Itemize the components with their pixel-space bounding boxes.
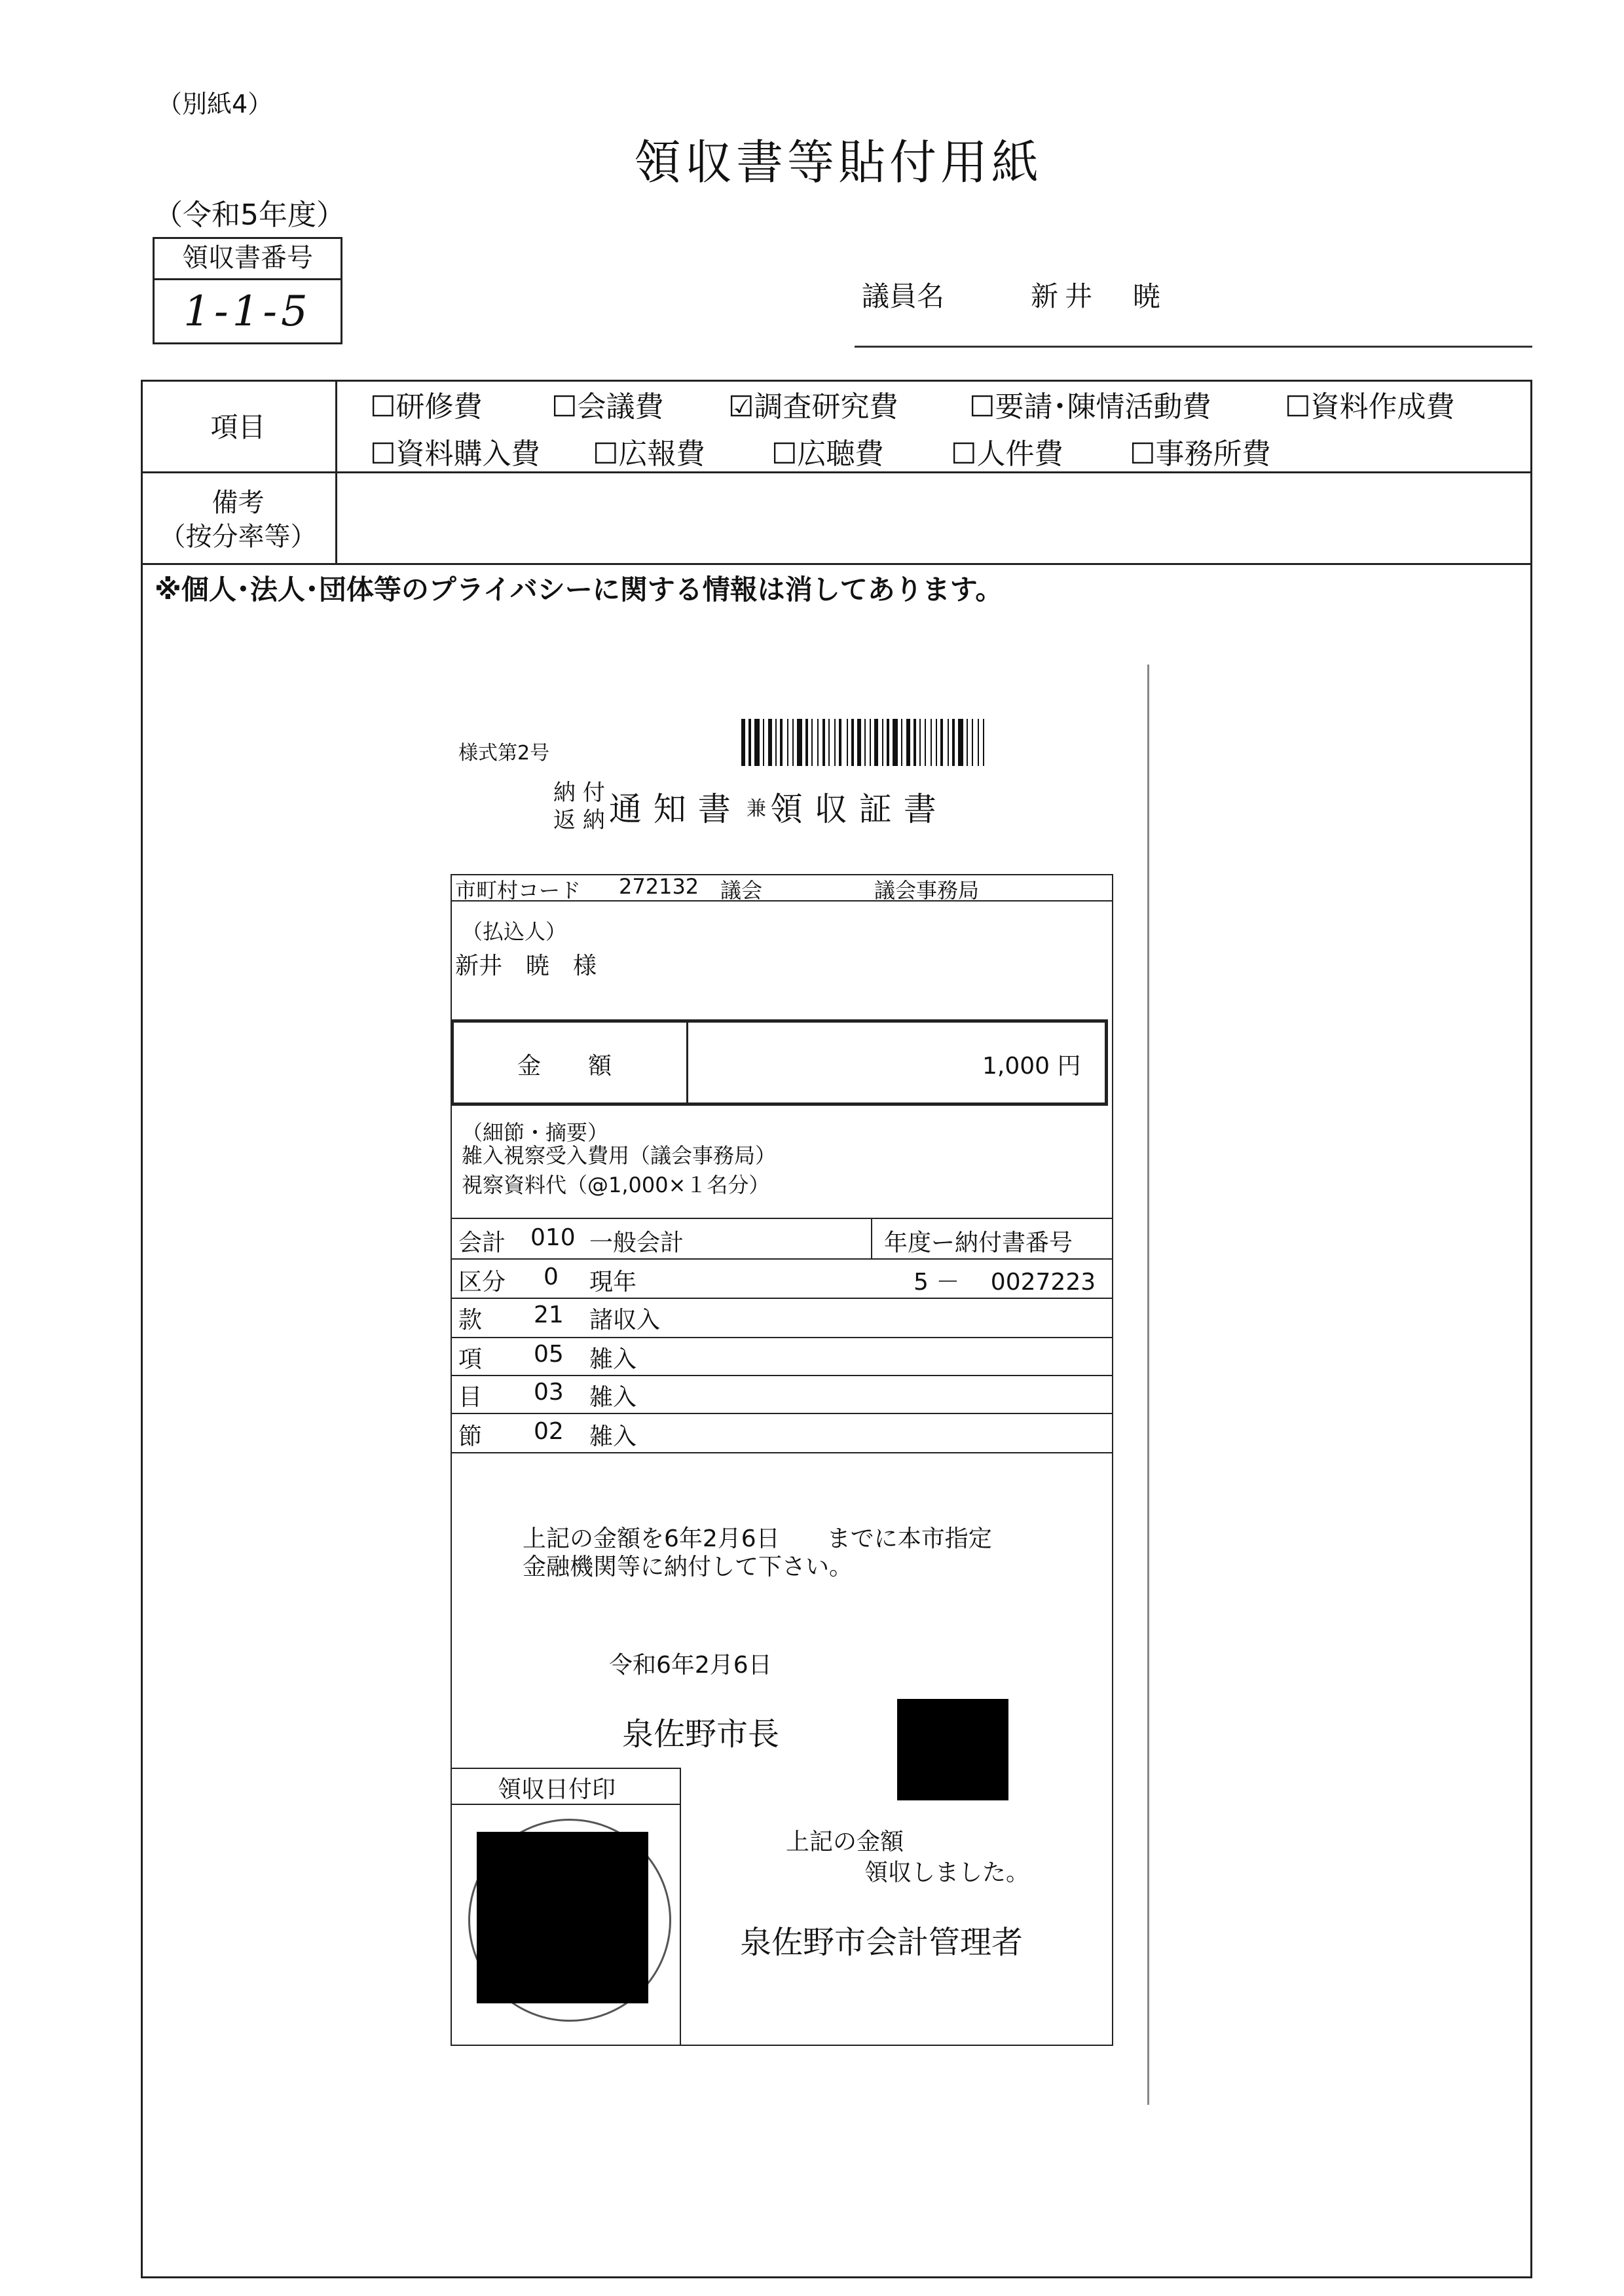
checkbox-hearing[interactable] <box>771 430 883 472</box>
barcode-bar <box>933 719 934 766</box>
barcode-bar <box>805 719 808 766</box>
payer-label: （払込人） <box>462 919 567 944</box>
barcode-bar <box>870 719 871 766</box>
barcode-bar <box>972 719 973 766</box>
checkbox-label: 資料作成費 <box>1310 390 1455 424</box>
barcode-bar <box>948 719 949 766</box>
account-name: 一般会計 <box>589 1230 684 1256</box>
table-line <box>451 1298 1113 1299</box>
notice-line2: 金融機関等に納付して下さい。 <box>523 1554 853 1580</box>
barcode-bar <box>778 719 779 766</box>
issue-date: 令和6年2月6日 <box>609 1652 772 1679</box>
barcode-bar <box>763 719 764 766</box>
barcode-bar <box>839 719 841 766</box>
barcode-bar <box>958 719 963 766</box>
barcode-bar <box>834 719 836 766</box>
checkbox-label: 研修費 <box>396 390 483 424</box>
checkbox-icon: ☐ <box>969 390 995 424</box>
barcode-bar <box>940 719 943 766</box>
barcode-bar <box>855 719 856 766</box>
barcode-bar <box>967 719 968 766</box>
member-name: 新井 暁 <box>1031 280 1168 312</box>
category-label: 区分 <box>458 1269 506 1296</box>
category-name: 現年 <box>589 1269 637 1296</box>
barcode-bar <box>913 719 916 766</box>
barcode-bar <box>906 719 910 766</box>
barcode-bar <box>927 719 929 766</box>
detail-line1: 雑入視察受入費用（議会事務局） <box>462 1143 777 1168</box>
municipality-code: 272132 <box>619 874 699 899</box>
table-line <box>451 1452 1113 1453</box>
barcode-bar <box>978 719 979 766</box>
barcode-bar <box>822 719 825 766</box>
barcode-bar <box>741 719 745 766</box>
barcode-bar <box>872 719 873 766</box>
title-part2: 領収証書 <box>769 790 948 828</box>
title-stack <box>553 779 605 834</box>
amount-value: 1,000 円 <box>982 1053 1081 1080</box>
barcode-bar <box>938 719 939 766</box>
checkbox-publicity[interactable] <box>593 430 705 472</box>
barcode-bar <box>925 719 926 766</box>
checkbox-label: 人件費 <box>976 437 1063 471</box>
checkbox-research[interactable] <box>728 383 898 425</box>
table-divider <box>871 1218 872 1258</box>
checkbox-label: 要請･陳情活動費 <box>995 390 1211 424</box>
checkbox-icon: ☐ <box>551 390 578 424</box>
row-label: 目 <box>458 1384 483 1411</box>
title-bottom-2: 納 <box>582 807 605 833</box>
barcode-bar <box>867 719 868 766</box>
checkbox-materials[interactable] <box>1285 383 1454 425</box>
barcode-bar <box>931 719 932 766</box>
barcode-bar <box>790 719 791 766</box>
barcode-bar <box>792 719 794 766</box>
barcode-bar <box>795 719 796 766</box>
amount-divider <box>686 1019 688 1106</box>
barcode-bar <box>864 719 866 766</box>
fiscal-year: （令和5年度） <box>154 198 345 232</box>
barcode-bar <box>828 719 830 766</box>
checkbox-label: 広聴費 <box>797 437 884 471</box>
row-name: 雑入 <box>589 1346 637 1373</box>
barcode-bar <box>775 719 777 766</box>
checkbox-label: 広報費 <box>618 437 705 471</box>
table-line <box>451 1413 1113 1414</box>
row-label: 項 <box>458 1346 483 1373</box>
barcode-bar <box>952 719 955 766</box>
detail-line2: 視察資料代（@1,000×１名分） <box>462 1173 770 1197</box>
category-code: 0 <box>544 1264 559 1290</box>
account-code: 010 <box>530 1224 576 1251</box>
member-underline <box>855 346 1532 348</box>
row-label: 節 <box>458 1423 483 1450</box>
barcode-bar <box>837 719 838 766</box>
municipality-code-label: 市町村コード <box>455 878 581 903</box>
table-line <box>451 1258 1113 1260</box>
checkbox-icon: ☐ <box>1285 390 1311 424</box>
barcode-bar <box>826 719 827 766</box>
row-name: 諸収入 <box>589 1307 661 1334</box>
barcode-bar <box>849 719 850 766</box>
amount-label: 金 額 <box>517 1053 612 1080</box>
remarks-title: 備考 <box>212 488 265 518</box>
mayor: 泉佐野市長 <box>622 1716 780 1753</box>
barcode-bar <box>784 719 786 766</box>
barcode-bar <box>862 719 863 766</box>
barcode-bar <box>917 719 918 766</box>
receipt-number-box <box>153 237 342 344</box>
item-label: 項目 <box>210 411 266 443</box>
receipt-number-value: 1-1-5 <box>183 287 312 336</box>
treasurer: 泉佐野市会計管理者 <box>740 1924 1024 1961</box>
checkbox-icon: ☐ <box>593 437 619 471</box>
barcode-bar <box>809 719 810 766</box>
barcode-bar <box>969 719 970 766</box>
received-line2: 領収しました。 <box>864 1859 1030 1886</box>
title-top-2: 付 <box>582 780 605 806</box>
barcode-bar <box>899 719 900 766</box>
barcode-bar <box>857 719 861 766</box>
barcode-bar <box>882 719 883 766</box>
barcode-bar <box>780 719 783 766</box>
barcode-bar <box>901 719 902 766</box>
barcode-bar <box>752 719 753 766</box>
receipt-number-label: 領収書番号 <box>155 239 341 280</box>
row-code: 03 <box>534 1379 564 1406</box>
title-top-1: 納 <box>553 780 576 806</box>
table-line <box>451 1337 1113 1338</box>
checkbox-books[interactable] <box>370 430 540 472</box>
checkbox-personnel[interactable] <box>951 430 1063 472</box>
year-number-value: 5 － 0027223 <box>913 1269 1096 1296</box>
checkbox-icon: ☐ <box>1130 437 1156 471</box>
title-part1: 通知書 <box>608 790 743 828</box>
row-code: 05 <box>534 1341 564 1368</box>
barcode-bar <box>766 719 767 766</box>
barcode-bar <box>936 719 937 766</box>
barcode-bar <box>761 719 762 766</box>
title-bottom-1: 返 <box>553 807 576 833</box>
barcode-bar <box>983 719 984 766</box>
checkbox-label: 事務所費 <box>1155 437 1271 471</box>
received-line1: 上記の金額 <box>786 1829 904 1855</box>
remarks-label <box>141 486 335 554</box>
notice-line1: 上記の金額を6年2月6日 までに本市指定 <box>523 1525 992 1552</box>
office: 議会事務局 <box>874 878 980 903</box>
barcode-bar <box>847 719 848 766</box>
barcode-bar <box>879 719 881 766</box>
checkbox-label: 資料購入費 <box>396 437 540 471</box>
row-name: 雑入 <box>589 1423 637 1450</box>
title-joiner: 兼 <box>746 797 766 820</box>
barcode-bar <box>754 719 760 766</box>
barcode-bar <box>904 719 905 766</box>
barcode-bar <box>814 719 816 766</box>
checkbox-petition[interactable] <box>969 383 1211 425</box>
barcode-bar <box>817 719 819 766</box>
barcode-bar <box>893 719 898 766</box>
barcode <box>741 719 1059 766</box>
barcode-bar <box>950 719 951 766</box>
table-line <box>451 1375 1113 1376</box>
label-divider <box>335 380 337 565</box>
remarks-row <box>141 473 1532 565</box>
checkbox-meeting[interactable] <box>551 383 663 425</box>
mayor-seal-redaction <box>897 1699 1008 1800</box>
barcode-bar <box>887 719 889 766</box>
row-code: 02 <box>534 1418 564 1445</box>
row-code: 21 <box>534 1302 564 1328</box>
barcode-bar <box>944 719 946 766</box>
barcode-bar <box>820 719 821 766</box>
barcode-bar <box>748 719 751 766</box>
row-label: 款 <box>458 1307 483 1334</box>
barcode-bar <box>787 719 788 766</box>
barcode-bar <box>980 719 982 766</box>
detail-label: （細節・摘要） <box>462 1120 609 1145</box>
checkbox-label: 会議費 <box>577 390 664 424</box>
checkbox-icon: ☐ <box>370 437 396 471</box>
barcode-bar <box>851 719 854 766</box>
checkbox-checked-icon: ☑ <box>728 390 754 424</box>
checkbox-office[interactable] <box>1130 430 1270 472</box>
checkbox-training[interactable] <box>370 383 482 425</box>
stamp-label: 領収日付印 <box>498 1776 616 1803</box>
barcode-bar <box>811 719 813 766</box>
payer-name: 新井 暁 様 <box>455 953 597 979</box>
remarks-subtitle: （按分率等） <box>159 522 317 552</box>
account-label: 会計 <box>458 1230 506 1256</box>
row-name: 雑入 <box>589 1384 637 1411</box>
page-title: 領収書等貼付用紙 <box>633 135 1043 190</box>
table-line <box>451 1218 1113 1219</box>
checkbox-icon: ☐ <box>370 390 396 424</box>
barcode-bar <box>831 719 833 766</box>
barcode-bar <box>843 719 845 766</box>
barcode-bar <box>974 719 976 766</box>
checkbox-icon: ☐ <box>951 437 977 471</box>
barcode-bar <box>768 719 772 766</box>
barcode-bar <box>874 719 878 766</box>
receipt-title <box>553 779 948 834</box>
receipt-form-number: 様式第2号 <box>458 742 550 765</box>
stamp-redaction <box>477 1832 648 2003</box>
barcode-bar <box>803 719 804 766</box>
barcode-bar <box>797 719 802 766</box>
barcode-bar <box>773 719 774 766</box>
year-number-label: 年度ー納付書番号 <box>884 1230 1073 1256</box>
annex-label: （別紙4） <box>157 90 273 118</box>
member-label: 議員名 <box>862 280 945 312</box>
checkbox-label: 調査研究費 <box>754 390 898 424</box>
barcode-bar <box>956 719 957 766</box>
barcode-bar <box>922 719 923 766</box>
barcode-bar <box>919 719 921 766</box>
department: 議会 <box>720 878 763 903</box>
checkbox-icon: ☐ <box>771 437 798 471</box>
privacy-note: ※個人･法人･団体等のプライバシーに関する情報は消してあります。 <box>155 574 1003 606</box>
